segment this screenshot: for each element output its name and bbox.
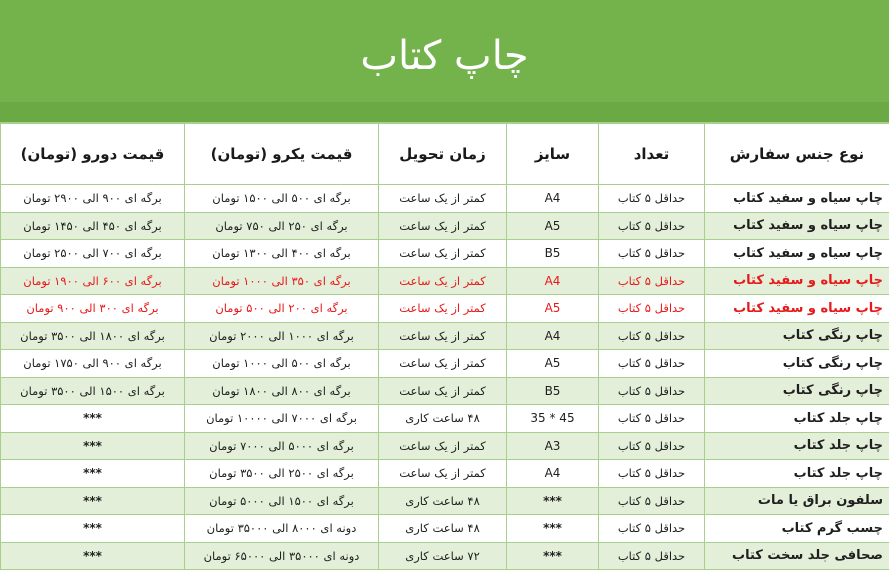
- cell-price-single: برگه ای ۸۰۰ الی ۱۸۰۰ تومان: [185, 377, 379, 405]
- cell-count: حداقل ۵ کتاب: [599, 515, 705, 543]
- cell-delivery: کمتر از یک ساعت: [379, 240, 507, 268]
- cell-price-single: برگه ای ۵۰۰ الی ۱۰۰۰ تومان: [185, 350, 379, 378]
- cell-price-single: برگه ای ۳۵۰ الی ۱۰۰۰ تومان: [185, 267, 379, 295]
- cell-size: ***: [507, 515, 599, 543]
- cell-type: چاپ رنگی کتاب: [705, 350, 889, 378]
- table-row: [1, 405, 889, 433]
- table-header-row: [1, 124, 889, 185]
- cell-size: 35 * 45: [507, 405, 599, 433]
- cell-delivery: کمتر از یک ساعت: [379, 185, 507, 213]
- table-row: [1, 322, 889, 350]
- table-row: [1, 295, 889, 323]
- header-price-single: قیمت یکرو (تومان): [185, 124, 379, 185]
- price-table: [0, 123, 889, 570]
- cell-type: صحافی جلد سخت کتاب: [705, 542, 889, 570]
- cell-delivery: کمتر از یک ساعت: [379, 460, 507, 488]
- cell-delivery: ۴۸ ساعت کاری: [379, 515, 507, 543]
- cell-count: حداقل ۵ کتاب: [599, 377, 705, 405]
- cell-price-double: برگه ای ۱۵۰۰ الی ۳۵۰۰ تومان: [1, 377, 185, 405]
- header-price-double: قیمت دورو (تومان): [1, 124, 185, 185]
- cell-price-single: دونه ای ۳۵۰۰۰ الی ۶۵۰۰۰ تومان: [185, 542, 379, 570]
- header-delivery: زمان تحویل: [379, 124, 507, 185]
- cell-size: A5: [507, 295, 599, 323]
- cell-count: حداقل ۵ کتاب: [599, 295, 705, 323]
- cell-type: چاپ رنگی کتاب: [705, 322, 889, 350]
- table-row: [1, 267, 889, 295]
- cell-type: چاپ سیاه و سفید کتاب: [705, 267, 889, 295]
- cell-count: حداقل ۵ کتاب: [599, 267, 705, 295]
- cell-price-double: برگه ای ۱۸۰۰ الی ۳۵۰۰ تومان: [1, 322, 185, 350]
- cell-count: حداقل ۵ کتاب: [599, 460, 705, 488]
- table-row: [1, 350, 889, 378]
- cell-price-double: برگه ای ۹۰۰ الی ۱۷۵۰ تومان: [1, 350, 185, 378]
- table-row: [1, 240, 889, 268]
- table-row: [1, 460, 889, 488]
- cell-delivery: کمتر از یک ساعت: [379, 212, 507, 240]
- cell-size: ***: [507, 542, 599, 570]
- cell-price-double: ***: [1, 405, 185, 433]
- cell-count: حداقل ۵ کتاب: [599, 240, 705, 268]
- cell-price-single: برگه ای ۲۰۰ الی ۵۰۰ تومان: [185, 295, 379, 323]
- cell-price-double: ***: [1, 542, 185, 570]
- cell-type: چاپ رنگی کتاب: [705, 377, 889, 405]
- banner-band: [0, 102, 889, 122]
- cell-delivery: کمتر از یک ساعت: [379, 377, 507, 405]
- table-row: [1, 487, 889, 515]
- cell-price-double: ***: [1, 432, 185, 460]
- table-row: [1, 377, 889, 405]
- cell-size: ***: [507, 487, 599, 515]
- cell-size: A4: [507, 460, 599, 488]
- page-title: چاپ کتاب: [0, 28, 889, 84]
- cell-price-double: ***: [1, 460, 185, 488]
- table-row: [1, 542, 889, 570]
- header-type: نوع جنس سفارش: [705, 124, 889, 185]
- title-banner: [0, 0, 889, 123]
- cell-price-single: برگه ای ۵۰۰ الی ۱۵۰۰ تومان: [185, 185, 379, 213]
- header-size: سایز: [507, 124, 599, 185]
- cell-delivery: کمتر از یک ساعت: [379, 295, 507, 323]
- table-row: [1, 515, 889, 543]
- cell-size: A4: [507, 322, 599, 350]
- cell-count: حداقل ۵ کتاب: [599, 432, 705, 460]
- cell-price-single: برگه ای ۱۵۰۰ الی ۵۰۰۰ تومان: [185, 487, 379, 515]
- cell-count: حداقل ۵ کتاب: [599, 212, 705, 240]
- cell-price-single: دونه ای ۸۰۰۰ الی ۳۵۰۰۰ تومان: [185, 515, 379, 543]
- cell-type: سلفون براق یا مات: [705, 487, 889, 515]
- cell-type: چسب گرم کتاب: [705, 515, 889, 543]
- cell-price-double: ***: [1, 487, 185, 515]
- cell-type: چاپ سیاه و سفید کتاب: [705, 212, 889, 240]
- cell-size: B5: [507, 377, 599, 405]
- cell-delivery: کمتر از یک ساعت: [379, 267, 507, 295]
- cell-delivery: کمتر از یک ساعت: [379, 432, 507, 460]
- cell-price-double: برگه ای ۴۵۰ الی ۱۴۵۰ تومان: [1, 212, 185, 240]
- cell-count: حداقل ۵ کتاب: [599, 322, 705, 350]
- cell-delivery: ۷۲ ساعت کاری: [379, 542, 507, 570]
- cell-type: چاپ سیاه و سفید کتاب: [705, 185, 889, 213]
- cell-delivery: ۴۸ ساعت کاری: [379, 487, 507, 515]
- cell-size: A4: [507, 185, 599, 213]
- cell-type: چاپ جلد کتاب: [705, 460, 889, 488]
- cell-price-double: ***: [1, 515, 185, 543]
- cell-count: حداقل ۵ کتاب: [599, 405, 705, 433]
- table-row: [1, 432, 889, 460]
- cell-price-single: برگه ای ۷۰۰۰ الی ۱۰۰۰۰ تومان: [185, 405, 379, 433]
- cell-price-single: برگه ای ۲۵۰ الی ۷۵۰ تومان: [185, 212, 379, 240]
- cell-type: چاپ جلد کتاب: [705, 405, 889, 433]
- cell-count: حداقل ۵ کتاب: [599, 350, 705, 378]
- cell-size: A3: [507, 432, 599, 460]
- cell-delivery: کمتر از یک ساعت: [379, 322, 507, 350]
- cell-price-single: برگه ای ۵۰۰۰ الی ۷۰۰۰ تومان: [185, 432, 379, 460]
- price-table-body: [1, 185, 889, 570]
- cell-count: حداقل ۵ کتاب: [599, 487, 705, 515]
- table-row: [1, 185, 889, 213]
- cell-type: چاپ سیاه و سفید کتاب: [705, 295, 889, 323]
- cell-price-double: برگه ای ۶۰۰ الی ۱۹۰۰ تومان: [1, 267, 185, 295]
- cell-price-double: برگه ای ۳۰۰ الی ۹۰۰ تومان: [1, 295, 185, 323]
- cell-delivery: کمتر از یک ساعت: [379, 350, 507, 378]
- cell-price-double: برگه ای ۷۰۰ الی ۲۵۰۰ تومان: [1, 240, 185, 268]
- cell-size: A5: [507, 212, 599, 240]
- cell-count: حداقل ۵ کتاب: [599, 185, 705, 213]
- cell-size: B5: [507, 240, 599, 268]
- cell-price-single: برگه ای ۴۰۰ الی ۱۳۰۰ تومان: [185, 240, 379, 268]
- cell-price-single: برگه ای ۲۵۰۰ الی ۳۵۰۰ تومان: [185, 460, 379, 488]
- cell-size: A4: [507, 267, 599, 295]
- cell-count: حداقل ۵ کتاب: [599, 542, 705, 570]
- cell-size: A5: [507, 350, 599, 378]
- cell-delivery: ۴۸ ساعت کاری: [379, 405, 507, 433]
- table-row: [1, 212, 889, 240]
- cell-type: چاپ سیاه و سفید کتاب: [705, 240, 889, 268]
- cell-type: چاپ جلد کتاب: [705, 432, 889, 460]
- header-count: تعداد: [599, 124, 705, 185]
- cell-price-double: برگه ای ۹۰۰ الی ۲۹۰۰ تومان: [1, 185, 185, 213]
- cell-price-single: برگه ای ۱۰۰۰ الی ۲۰۰۰ تومان: [185, 322, 379, 350]
